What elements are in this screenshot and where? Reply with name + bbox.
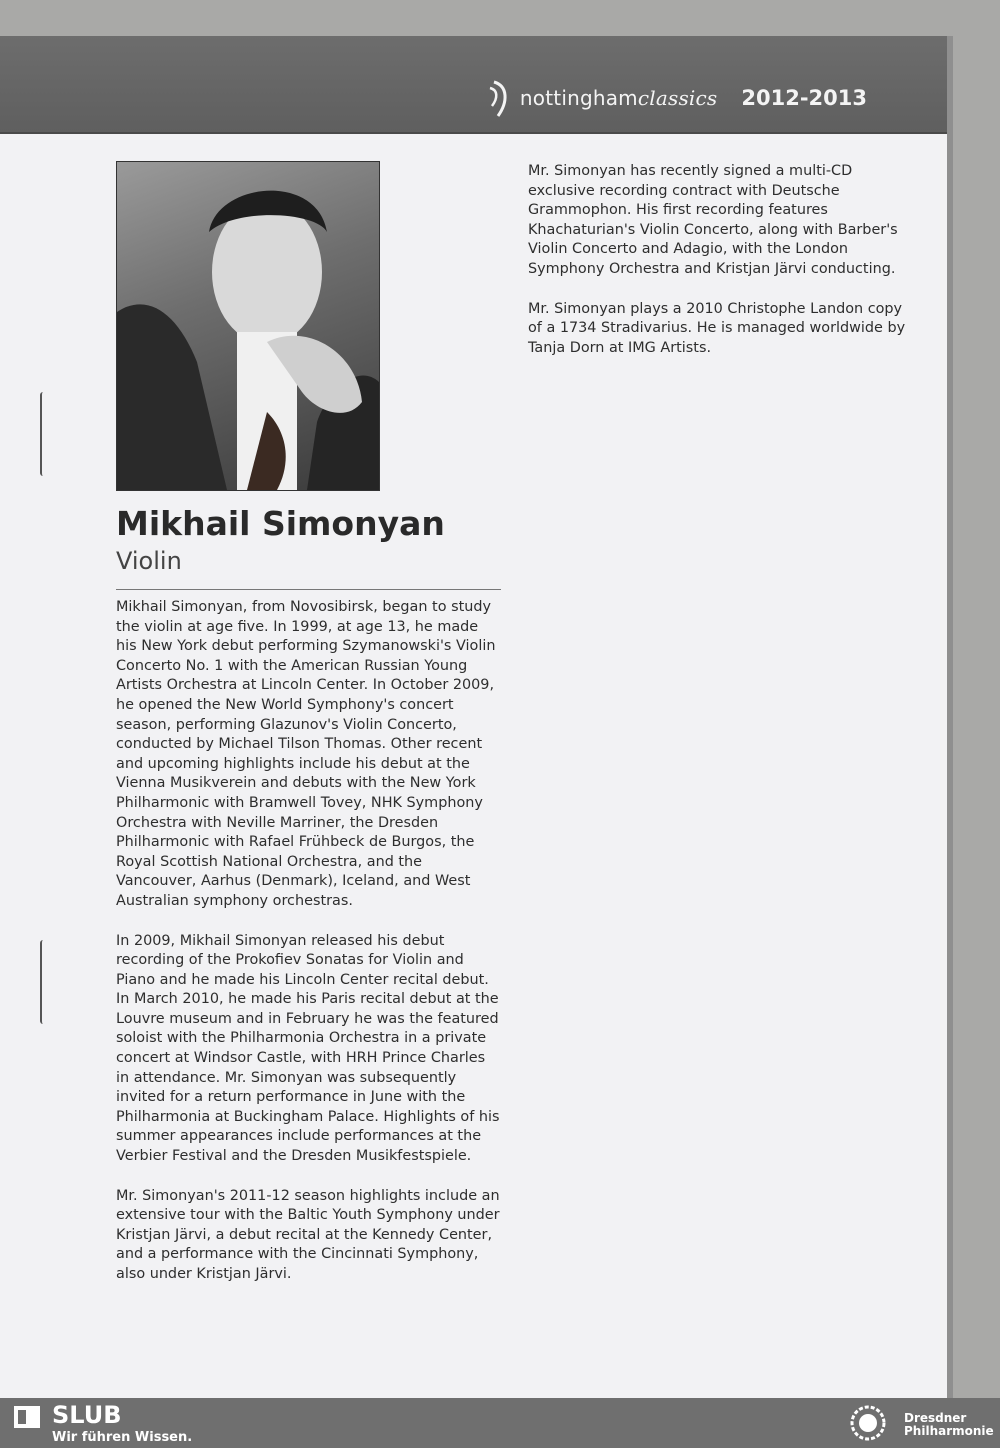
slub-logo-icon [12, 1402, 42, 1432]
biography-left [116, 598, 501, 1305]
partner-line2: Philharmonie [904, 1424, 994, 1438]
biography-right [528, 162, 913, 378]
brand [486, 76, 867, 120]
brand-name [520, 86, 717, 110]
dresdner-philharmonie-logo-icon [842, 1400, 894, 1446]
portrait-illustration [117, 162, 379, 490]
season-label: 2012-2013 [741, 86, 867, 110]
footer-bar [0, 1398, 1000, 1448]
library-tagline: Wir führen Wissen. [52, 1430, 193, 1445]
bio-paragraph: Mikhail Simonyan, from Novosibirsk, began to study the violin at age five. In 1999, at age 13, he made his New York debut performing Szymanowski's Violin Concerto No. 1 with the American Russian Young Artists Orchestra at Lincoln Center. In October 2009, he opened the New World Symphony's concert season, performing Glazunov's Violin Concerto, conducted by Michael Tilson Thomas. Other recent and upcoming highlights include his debut at the Vienna Musikverein and debuts with the New York Philharmonic with Bramwell Tovey, NHK Symphony Orchestra with Neville Marriner, the Dresden Philharmonic with Rafael Frühbeck de Burgos, the Royal Scottish National Orchestra, and the Vancouver, Aarhus (Denmark), Iceland, and West Australian symphony orchestras. [116, 599, 496, 909]
artist-instrument: Violin [116, 547, 182, 575]
bio-paragraph: Mr. Simonyan plays a 2010 Christophe Landon copy of a 1734 Stradivarius. He is managed worldwide by Tanja Dorn at IMG Artists. [528, 300, 906, 356]
brand-script: classics [637, 86, 718, 110]
artist-photo [116, 161, 380, 491]
library-name: SLUB [52, 1401, 122, 1429]
staple [40, 940, 50, 1024]
nottingham-classics-logo-icon [486, 76, 514, 120]
staple [40, 392, 50, 476]
program-page [0, 36, 953, 1398]
bio-paragraph: In 2009, Mikhail Simonyan released his debut recording of the Prokofiev Sonatas for Violin and Piano and he made his Lincoln Center recital debut. In March 2010, he made his Paris recital debut at the Louvre museum and in February he was the featured soloist with the Philharmonia Orchestra in a private concert at Windsor Castle, with HRH Prince Charles in attendance. Mr. Simonyan was subsequently invited for a return performance in June with the Philharmonia at Buckingham Palace. Highlights of his summer appearances include performances at the Verbier Festival and the Dresden Musikfestspiele. [116, 932, 500, 1165]
bio-paragraph: Mr. Simonyan has recently signed a multi-CD exclusive recording contract with Deutsche Grammophon. His first recording features Khachaturian's Violin Concerto, along with Barber's Violin Concerto and Adagio, with the London Symphony Orchestra and Kristjan Järvi conducting. [528, 163, 898, 277]
bio-paragraph: Mr. Simonyan's 2011-12 season highlights include an extensive tour with the Baltic Youth Symphony under Kristjan Järvi, a debut recital at the Kennedy Center, and a performance with the Cincinnati Symphony, also under Kristjan Järvi. [116, 1187, 500, 1282]
partner-name [904, 1412, 994, 1438]
brand-main: nottingham [519, 86, 638, 110]
divider [116, 589, 501, 590]
partner-line1: Dresdner [904, 1411, 967, 1425]
artist-name: Mikhail Simonyan [116, 504, 445, 543]
header-band [0, 36, 947, 134]
